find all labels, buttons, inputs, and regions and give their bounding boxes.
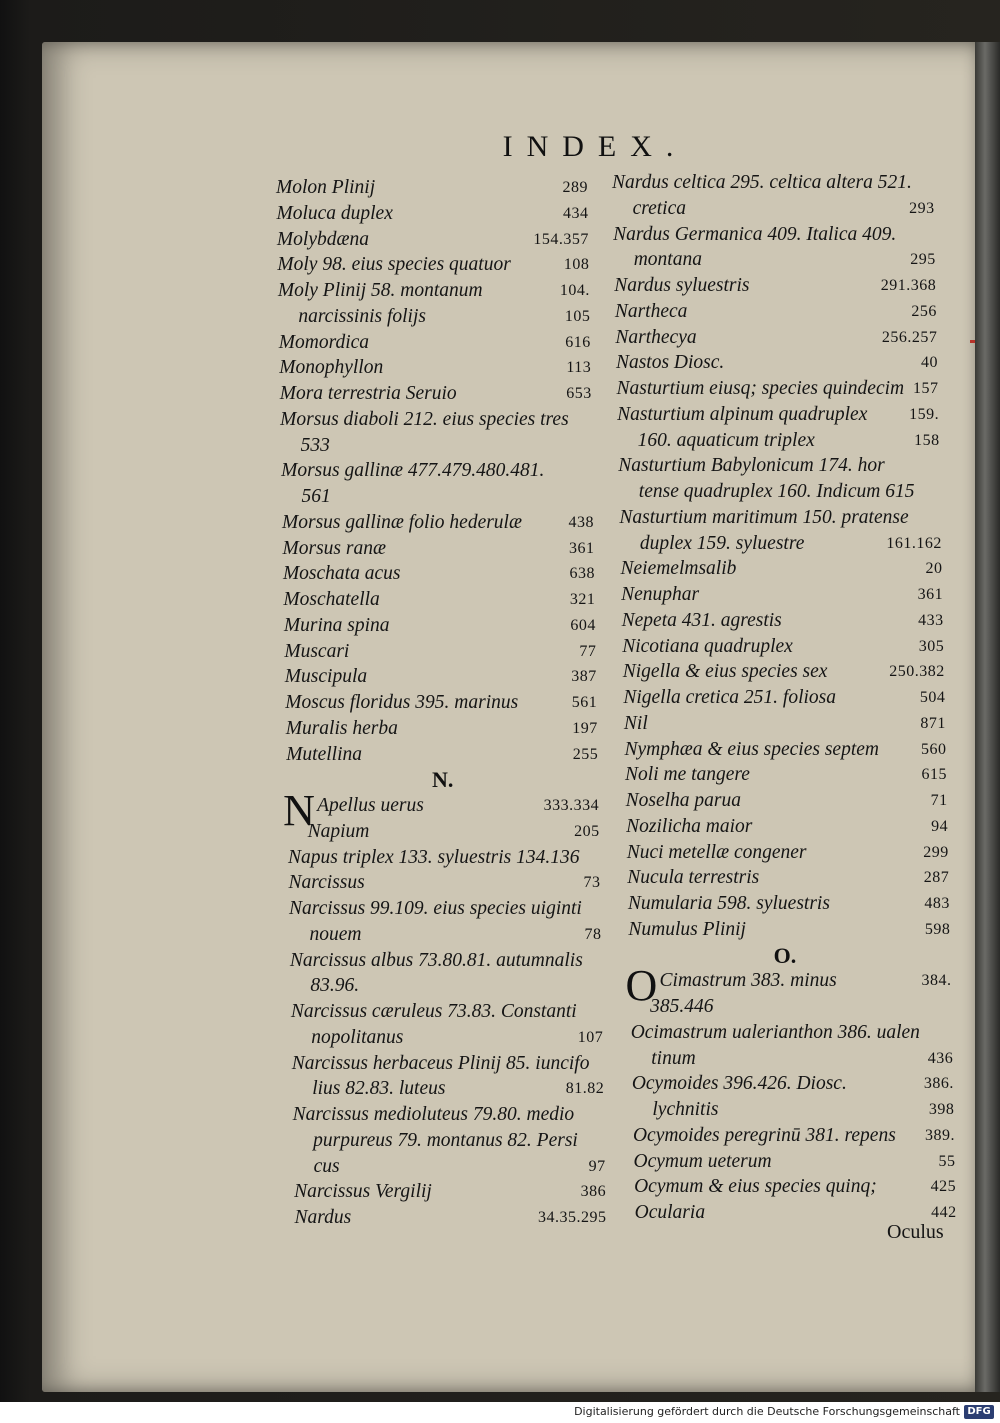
index-entry [283,587,595,613]
entry-page-ref: 34.35.295 [538,1209,607,1226]
index-entry [619,479,941,505]
entry-page-ref: 293 [909,199,935,217]
entry-term: Nasturtium maritimum 150. pratense [619,506,909,528]
entry-term: Neiemelmsalib [620,558,737,580]
index-entry [284,639,596,665]
entry-term: Nigella cretica 251. foliosa [623,687,836,708]
entry-term: Molon Plinij [276,177,376,198]
index-entry [623,659,945,685]
entry-page-ref: 158 [914,431,940,449]
entry-page-ref: 250.382 [889,663,945,681]
footer-bar [0,1402,1000,1423]
entry-term: Noli me tangere [625,764,750,786]
index-entry [294,1179,606,1205]
entry-term: Nucula terrestris [627,867,760,889]
index-entry [276,175,588,201]
index-entry [632,1097,954,1123]
entry-term: Moschata acus [282,563,401,585]
entry-page-ref: 504 [919,689,946,706]
index-entry [618,428,940,454]
entry-term: Napus triplex 133. syluestris 134.136 [288,846,580,868]
entry-term: narcissinis folijs [298,305,426,327]
entry-page-ref: 615 [921,766,948,784]
entry-term: Nozilicha maior [626,815,753,837]
entry-term: Nasturtium eiusq; species quindecim [616,378,905,399]
index-entry [633,1123,955,1149]
entry-page-ref: 255 [572,745,599,763]
index-entry [635,1200,957,1226]
index-entry [293,1128,605,1154]
entry-page-ref: 361 [917,586,944,603]
entry-page-ref: 398 [928,1101,955,1118]
index-entry [280,407,592,433]
entry-term: Narcissus albus 73.80.81. autumnalis [289,949,583,971]
index-entry [289,870,601,896]
index-entry [292,1076,604,1102]
entry-page-ref: 295 [910,251,936,269]
entry-term: Monophyllon [279,357,384,379]
index-entry [615,325,937,351]
entry-page-ref: 333.334 [543,797,600,814]
entry-term: Ocymum ueterum [633,1150,772,1172]
entry-page-ref: 161.162 [886,534,942,552]
entry-term: Ocymum & eius species quinq; [634,1176,877,1198]
entry-page-ref: 560 [920,740,947,758]
entry-page-ref: 433 [918,611,944,629]
entry-page-ref: 287 [923,869,950,887]
entry-page-ref: 638 [569,565,595,583]
index-entry [631,1020,953,1046]
index-entry [613,222,935,248]
entry-term: Nartheca [614,300,688,322]
entry-term: cretica [632,197,686,219]
index-entry [623,685,945,711]
entry-term: Numularia 598. syluestris [627,893,830,914]
entry-term: Nenuphar [621,584,700,605]
index-entry [287,793,599,819]
index-entry [612,170,934,196]
entry-page-ref: 291.368 [880,277,937,294]
entry-page-ref: 71 [930,792,948,809]
entry-page-ref: 425 [930,1178,957,1196]
entry-page-ref: 598 [924,920,951,938]
entry-term: Noselha parua [625,790,741,811]
entry-term: nouem [309,923,362,945]
entry-term: Nardus [294,1207,352,1228]
index-entry [288,819,600,845]
index-entry [634,1174,956,1200]
entry-term: Mutellina [286,743,363,765]
entry-page-ref: 154.357 [533,230,589,248]
entry-page-ref: 78 [584,925,602,943]
entry-term: Ocymoides 396.426. Diosc. [631,1073,847,1095]
index-entry [626,788,948,814]
entry-term: Moscus floridus 395. marinus [285,692,519,713]
index-entry [614,247,936,273]
dfg-logo: DFG [964,1405,994,1419]
entry-term: Nardus Germanica 409. Italica 409. [613,223,897,245]
entry-term: Ocymoides peregrinū 381. repens [632,1124,896,1146]
entry-term: tense quadruplex 160. Indicum 615 [638,481,915,502]
index-entry [282,510,594,536]
entry-term: Narcissus medioluteus 79.80. medio [292,1104,575,1125]
index-entry [282,484,594,510]
index-entry [614,273,936,299]
entry-term: 160. aquaticum triplex [637,429,815,451]
index-entry [279,330,591,356]
index-entry [277,227,589,253]
entry-term: Ocimastrum ualerianthon 386. ualen [630,1021,920,1043]
entry-page-ref: 104. [559,282,590,299]
entry-term: 561 [301,486,331,507]
entry-term: Morsus diaboli 212. eius species tres [280,408,569,430]
entry-term: Napium [307,820,370,842]
entry-term: Apellus uerus [317,795,424,816]
index-entry [285,690,597,716]
entry-term: Narcissus 99.109. eius species uiginti [288,898,582,919]
index-entry [626,814,948,840]
entry-page-ref: 81.82 [565,1080,605,1098]
index-entry [634,1149,956,1175]
entry-page-ref: 561 [571,694,598,711]
footer-credit: Digitalisierung gefördert durch die Deutsche Forschungsgemeinschaft [574,1405,960,1418]
index-entry [288,845,600,871]
entry-term: lychnitis [652,1099,719,1120]
entry-term: Cimastrum 383. minus [659,970,837,992]
entry-page-ref: 442 [931,1204,957,1221]
entry-page-ref: 871 [920,714,946,732]
entry-term: Murina spina [283,614,390,636]
index-entry [622,634,944,660]
index-entry [619,505,941,531]
entry-term: Nigella & eius species sex [622,661,828,683]
entry-term: Nicotiana quadruplex [622,635,793,657]
entry-page-ref: 386. [923,1075,954,1093]
entry-term: Nasturtium alpinum quadruplex [617,403,868,425]
entry-term: Narcissus Vergilij [294,1181,432,1203]
entry-page-ref: 361 [568,539,595,557]
entry-page-ref: 113 [566,359,592,377]
entry-page-ref: 107 [577,1028,604,1046]
index-entry [286,742,598,768]
entry-term: Nasturtium Babylonicum 174. hor [618,455,885,477]
entry-term: Nastos Diosc. [615,352,725,374]
index-entry [295,1205,607,1231]
entry-page-ref: 321 [569,591,596,608]
index-entry [290,973,602,999]
entry-term: Narcissus cæruleus 73.83. Constanti [290,1001,577,1022]
index-entry [280,381,592,407]
entry-term: tinum [651,1047,696,1069]
entry-term: Moschatella [283,589,380,610]
index-entry [615,299,937,325]
index-entry [632,1071,954,1097]
index-entry [293,1102,605,1128]
entry-term: Muscari [284,640,350,662]
entry-term: Narthecya [615,326,697,348]
index-entry [278,278,590,304]
drop-cap: O [625,961,658,1011]
index-entry [291,999,603,1025]
index-entry [621,582,943,608]
entry-page-ref: 197 [572,719,598,737]
page-edge [975,42,1000,1392]
entry-term: 533 [300,434,330,456]
entry-page-ref: 604 [570,616,596,634]
index-entry [283,561,595,587]
entry-page-ref: 20 [925,560,943,578]
entry-term: 385.446 [650,996,714,1017]
ink-mark [970,340,975,343]
entry-page-ref: 105 [564,307,591,325]
section-heading: N. [431,767,454,793]
index-entry [631,1046,953,1072]
entry-term: lius 82.83. luteus [312,1078,446,1100]
entry-page-ref: 434 [562,204,589,222]
entry-page-ref: 438 [568,513,595,531]
entry-page-ref: 616 [565,333,591,351]
entry-term: Muscipula [284,666,368,688]
index-entry [627,865,949,891]
entry-term: cus [313,1155,340,1177]
index-entry [281,433,593,459]
index-entry [617,402,939,428]
entry-term: Nuci metellæ congener [626,841,807,863]
entry-page-ref: 97 [588,1157,606,1175]
entry-term: Nymphæa & eius species septem [624,738,879,760]
entry-term: Narcissus herbaceus Plinij 85. iuncifo [291,1052,590,1074]
index-entry [630,968,952,994]
entry-term: Moluca duplex [276,202,393,224]
entry-page-ref: 299 [923,843,949,861]
entry-term: Molybdæna [276,228,369,250]
entry-page-ref: 384. [921,972,952,990]
index-entry [278,304,590,330]
entry-page-ref: 94 [931,817,949,835]
index-entry [624,711,946,737]
entry-page-ref: 205 [574,822,600,840]
entry-term: Nardus celtica 295. celtica altera 521. [612,172,912,193]
index-entry [620,531,942,557]
entry-term: Numulus Plinij [628,918,746,940]
entry-term: Narcissus [288,872,365,894]
entry-term: Moly 98. eius species quatuor [277,254,511,276]
entry-page-ref: 389. [924,1126,955,1144]
index-entry [630,994,952,1020]
entry-term: Nepeta 431. agrestis [621,609,782,631]
index-entry [277,252,589,278]
entry-term: purpureus 79. montanus 82. Persi [313,1129,578,1151]
index-entry [290,948,602,974]
index-entry [294,1154,606,1180]
index-entry [286,716,598,742]
index-entry [627,840,949,866]
entry-page-ref: 483 [924,895,950,912]
index-entry [281,458,593,484]
entry-term: Moly Plinij 58. montanum [277,280,483,301]
index-entry [620,556,942,582]
entry-term: Morsus ranæ [282,537,386,559]
index-entry [289,896,601,922]
index-entry [285,664,597,690]
index-entry [282,536,594,562]
entry-page-ref: 387 [571,668,597,686]
entry-term: 83.96. [310,975,360,997]
entry-term: duplex 159. syluestre [639,532,805,554]
entry-page-ref: 256 [911,302,937,320]
entry-page-ref: 73 [583,874,601,892]
index-entry [628,891,950,917]
index-entry [284,613,596,639]
entry-page-ref: 159. [909,405,940,423]
entry-page-ref: 108 [563,256,590,274]
drop-cap: N [283,786,315,835]
page-header: INDEX. [502,130,688,163]
index-entry [622,608,944,634]
entry-term: montana [633,249,702,271]
section-heading: O. [773,942,797,968]
entry-page-ref: 40 [920,354,938,372]
index-entry [289,922,601,948]
entry-term: Ocularia [634,1202,706,1223]
entry-term: nopolitanus [311,1026,404,1048]
index-entry [616,350,938,376]
entry-page-ref: 653 [566,385,592,402]
entry-page-ref: 77 [579,642,597,660]
entry-term: Morsus gallinæ 477.479.480.481. [281,460,545,482]
index-entry [624,737,946,763]
entry-page-ref: 305 [918,637,945,655]
entry-term: Momordica [278,331,370,353]
catchword: Oculus [887,1221,944,1243]
index-entry [617,376,939,402]
entry-page-ref: 157 [913,380,939,397]
entry-term: Muralis herba [285,717,398,739]
entry-term: Mora terrestria Seruio [279,383,457,404]
index-entry [628,917,950,943]
entry-page-ref: 386 [580,1183,607,1201]
index-entry [625,762,947,788]
index-entry [276,201,588,227]
index-entry [613,196,935,222]
entry-page-ref: 55 [938,1152,956,1170]
index-entry [292,1051,604,1077]
entry-term: Nardus syluestris [614,275,750,296]
entry-term: Nil [623,712,648,734]
entry-page-ref: 256.257 [881,328,938,346]
index-entry [291,1025,603,1051]
entry-page-ref: 436 [927,1049,954,1067]
index-entry [279,355,591,381]
index-entry [618,453,940,479]
entry-page-ref: 289 [562,179,588,196]
entry-term: Morsus gallinæ folio hederulæ [282,511,522,533]
